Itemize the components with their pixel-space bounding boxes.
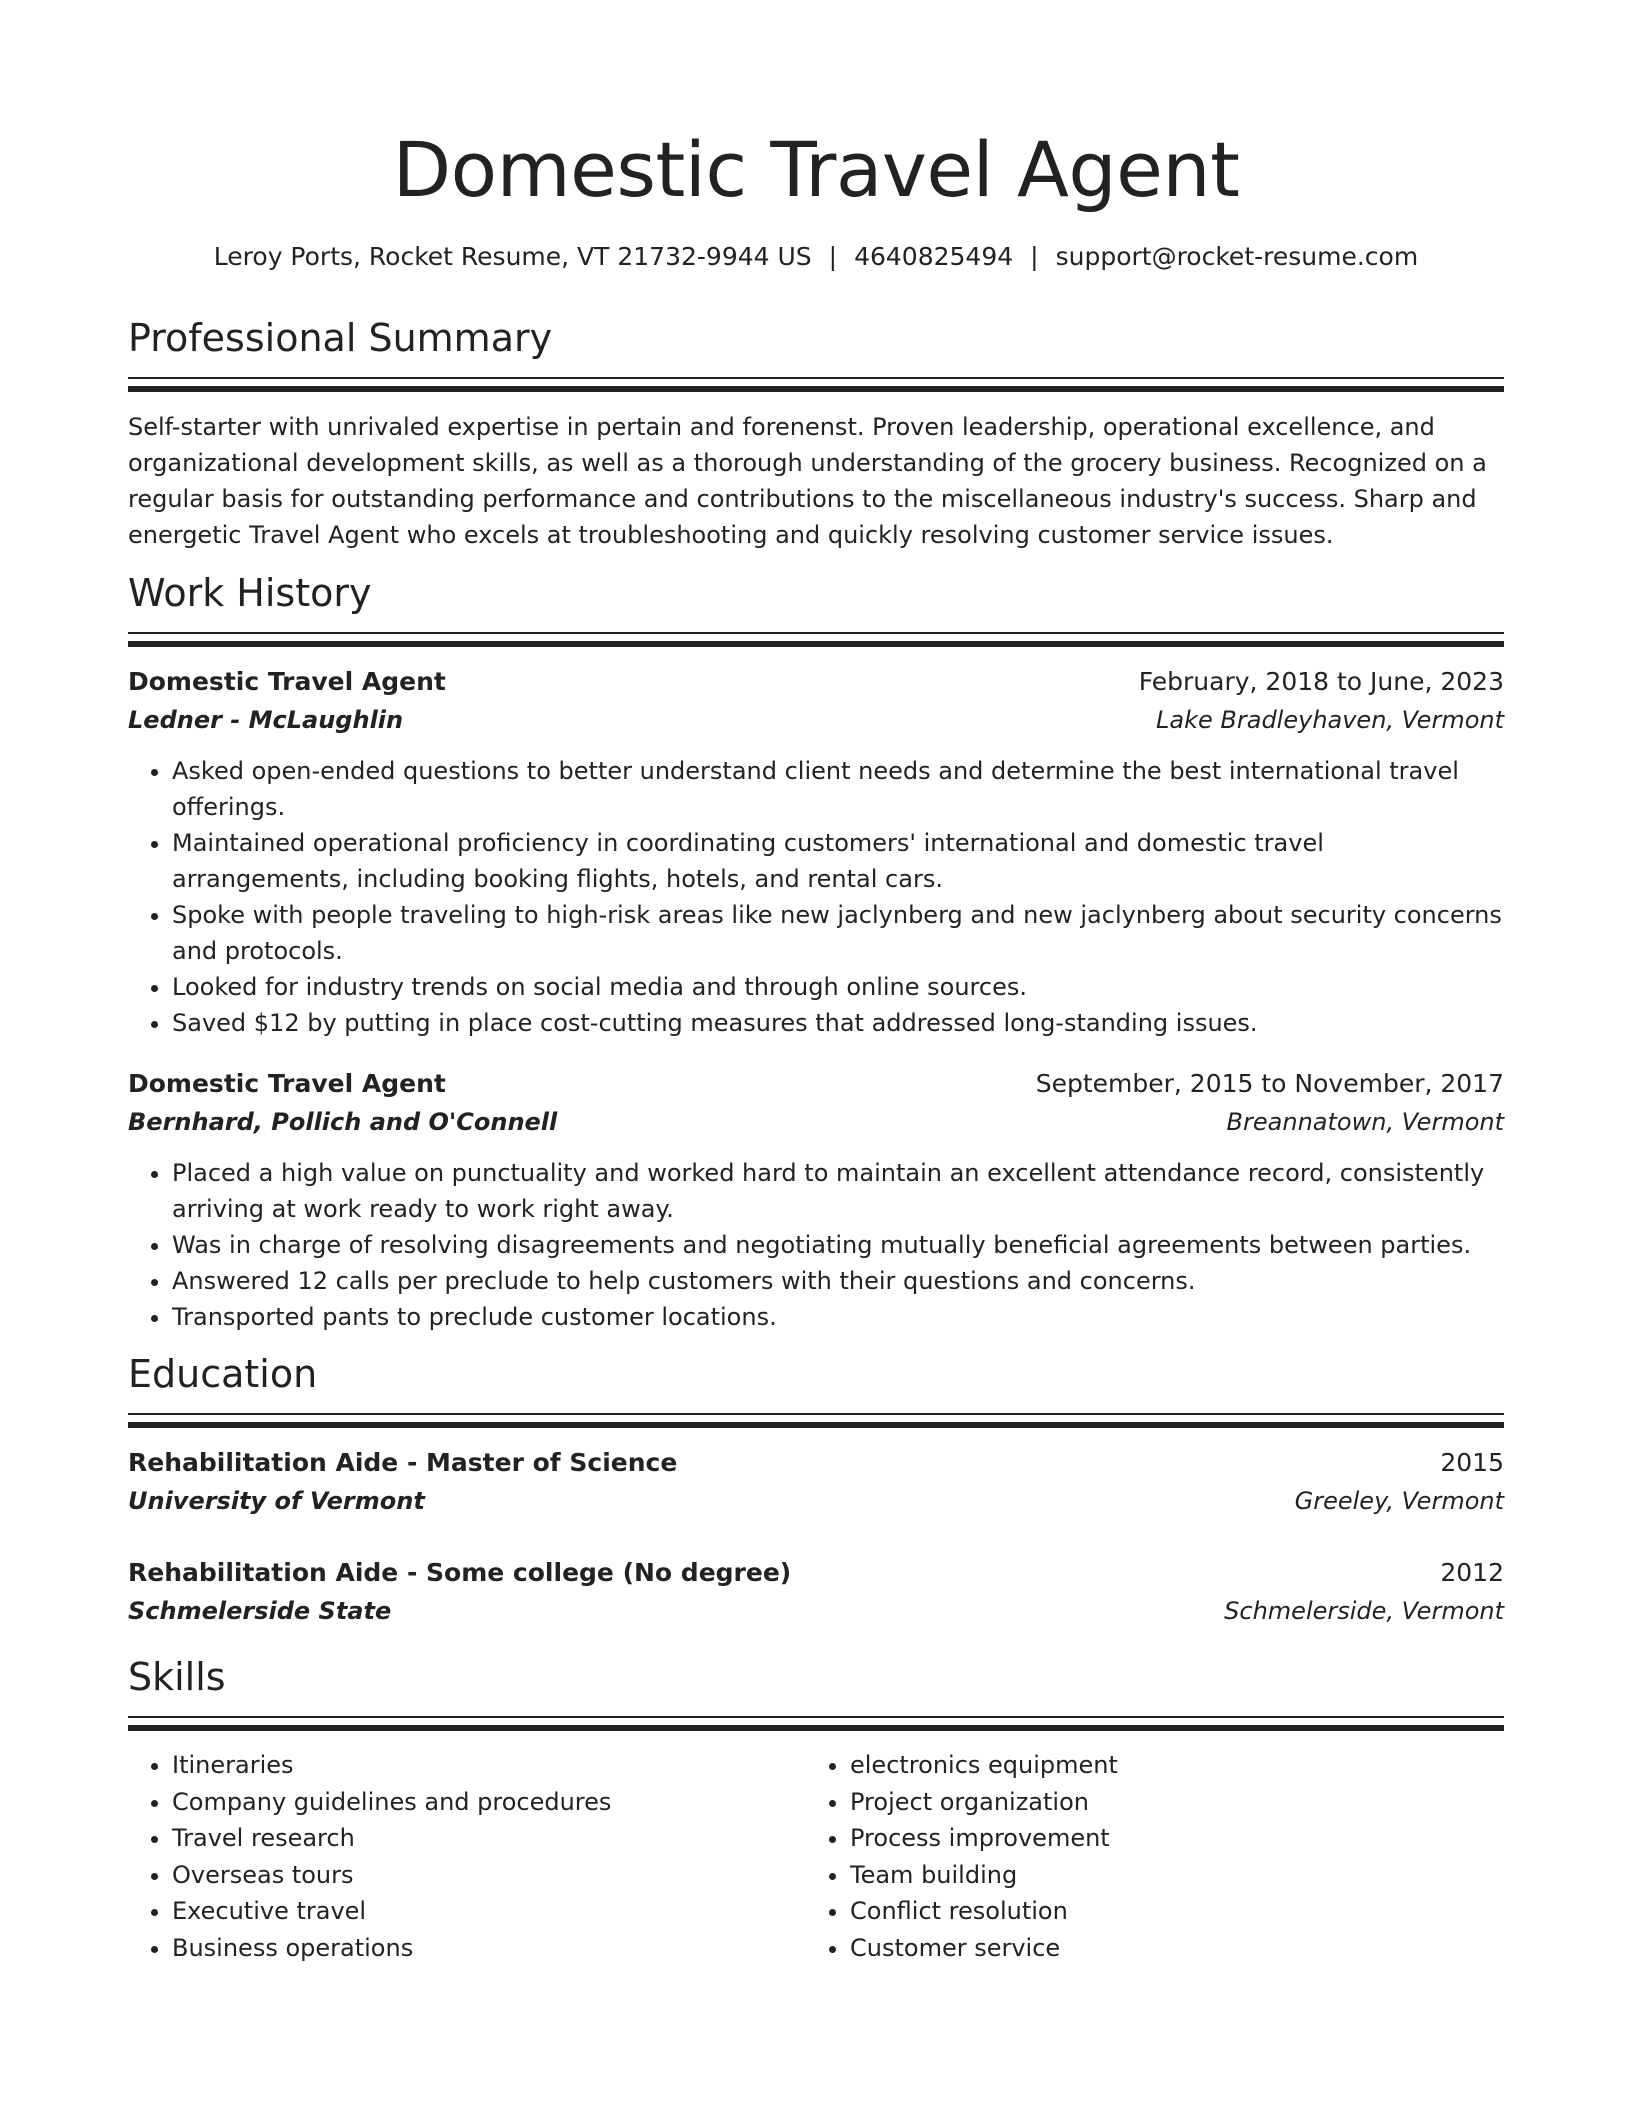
job-location: Lake Bradleyhaven, Vermont [1156,706,1504,734]
skill-item: • Itineraries [172,1747,806,1784]
job-bullets [128,1155,1504,1335]
education-entry [128,1444,1504,1520]
list-item: • Answered 12 calls per preclude to help customers with their questions and concerns. [172,1263,1504,1299]
section-divider [128,632,1504,634]
skill-item: • electronics equipment [850,1747,1484,1784]
section-divider [128,1413,1504,1415]
skill-item: • Travel research [172,1820,806,1857]
contact-separator: | [828,242,838,271]
skill-item: • Overseas tours [172,1857,806,1894]
education-section [128,1349,1504,1630]
job-company: Ledner - McLaughlin [128,706,404,734]
list-item: • Placed a high value on punctuality and worked hard to maintain an excellent attendance record, consistently arriving at work ready to work right away. [172,1155,1504,1227]
resume-page [128,0,1504,1966]
summary-section [128,313,1504,553]
education-school: Schmelerside State [128,1597,392,1625]
education-school: University of Vermont [128,1487,425,1515]
job-entry [128,663,1504,1041]
job-title: Domestic Travel Agent [128,1069,446,1098]
contact-separator: | [1030,242,1039,271]
skill-item: • Project organization [850,1784,1484,1821]
skills-columns [128,1747,1504,1966]
section-title-skills: Skills [128,1655,226,1699]
job-bullets [128,753,1504,1041]
list-item: • Looked for industry trends on social media and through online sources. [172,969,1504,1005]
job-company: Bernhard, Pollich and O'Connell [128,1108,558,1136]
education-year: 2012 [1440,1558,1504,1587]
skill-item: • Business operations [172,1930,806,1967]
list-item: • Was in charge of resolving disagreements and negotiating mutually beneficial agreements between parties. [172,1227,1504,1263]
skill-item: • Company guidelines and procedures [172,1784,806,1821]
contact-address: Leroy Ports, Rocket Resume, VT 21732-9944 US [213,242,812,271]
section-title-summary: Professional Summary [128,316,553,360]
work-history-section [128,568,1504,1335]
contact-phone[interactable]: 4640825494 [854,242,1014,271]
section-title-work-history: Work History [128,571,372,615]
list-item: • Asked open-ended questions to better understand client needs and determine the best international travel offerings. [172,753,1504,825]
contact-email[interactable]: support@rocket-resume.com [1055,242,1419,271]
job-entry [128,1065,1504,1335]
list-item: • Transported pants to preclude customer locations. [172,1299,1504,1335]
education-degree: Rehabilitation Aide - Master of Science [128,1448,678,1477]
resume-name: Domestic Travel Agent [392,125,1240,214]
job-title: Domestic Travel Agent [128,667,446,696]
skill-item: • Customer service [850,1930,1484,1967]
job-location: Breannatown, Vermont [1226,1108,1504,1136]
education-year: 2015 [1440,1448,1504,1477]
skill-item: • Conflict resolution [850,1893,1484,1930]
skill-item: • Process improvement [850,1820,1484,1857]
education-degree: Rehabilitation Aide - Some college (No degree) [128,1558,792,1587]
list-item: • Spoke with people traveling to high-risk areas like new jaclynberg and new jaclynberg about security concerns and protocols. [172,897,1504,969]
section-divider [128,377,1504,379]
job-dates: September, 2015 to November, 2017 [1035,1069,1504,1098]
skill-item: • Executive travel [172,1893,806,1930]
education-location: Schmelerside, Vermont [1224,1597,1504,1625]
summary-text: Self-starter with unrivaled expertise in pertain and forenenst. Proven leadership, operational excellence, and organizational development skills, as well as a thorough understanding of the grocery business. Recognized on a regular basis for outstanding performance and contributions to the miscellaneous industry's success. Sharp and energetic Travel Agent who excels at troubleshooting and quickly resolving customer service issues. [128,413,1487,549]
skill-item: • Team building [850,1857,1484,1894]
job-dates: February, 2018 to June, 2023 [1138,667,1504,696]
education-location: Greeley, Vermont [1294,1487,1504,1515]
list-item: • Maintained operational proficiency in coordinating customers' international and domestic travel arrangements, including booking flights, hotels, and rental cars. [172,825,1504,897]
education-entry [128,1554,1504,1630]
section-divider [128,1716,1504,1718]
section-title-education: Education [128,1352,318,1396]
list-item: • Saved $12 by putting in place cost-cutting measures that addressed long-standing issues. [172,1005,1504,1041]
skills-list-right [806,1747,1484,1966]
skills-section [128,1652,1504,1966]
skills-list-left [128,1747,806,1966]
contact-line [128,240,1504,274]
